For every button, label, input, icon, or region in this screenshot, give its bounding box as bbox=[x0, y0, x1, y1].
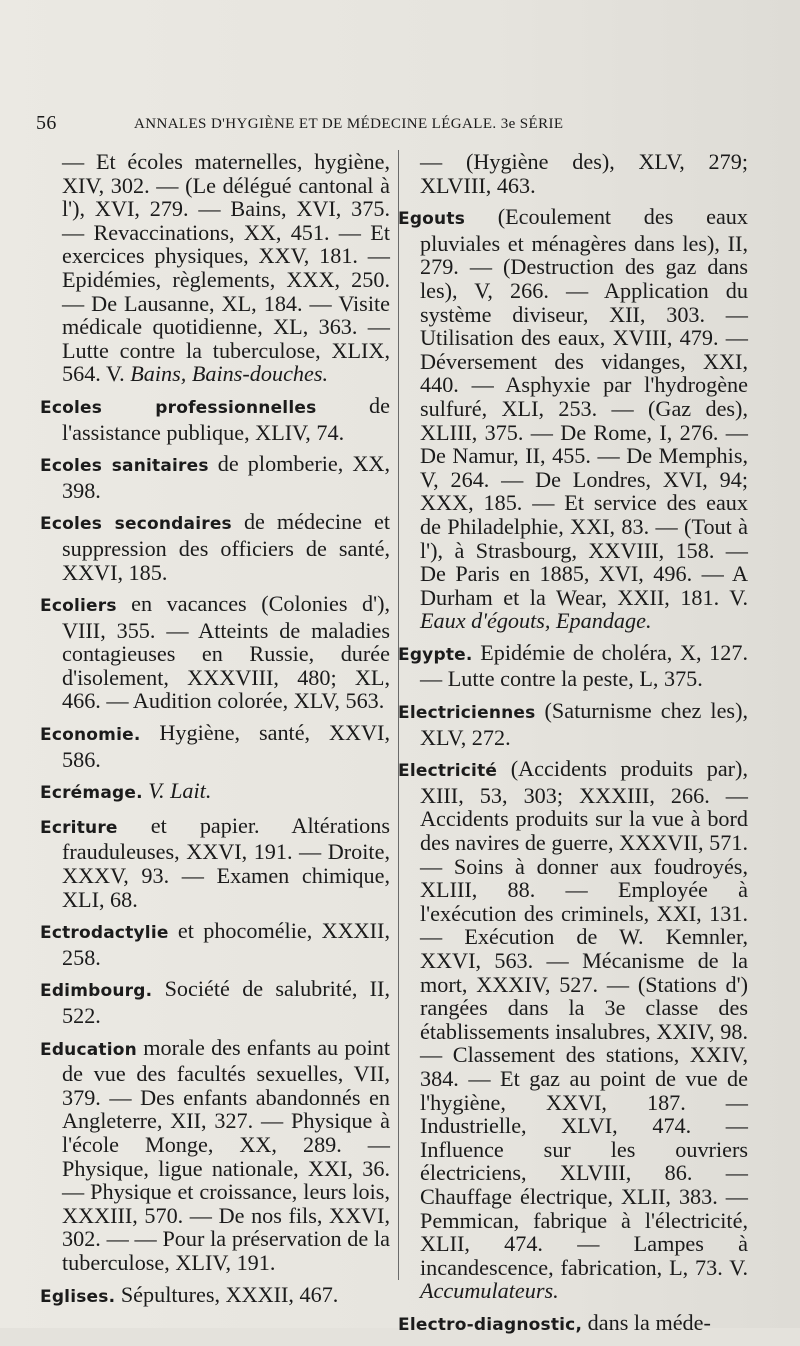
entry-body: Sépultures, XXXII, 467. bbox=[120, 1281, 339, 1307]
entry-headword: Ecrémage. bbox=[40, 783, 143, 804]
index-entry bbox=[40, 919, 390, 969]
index-entry bbox=[40, 592, 390, 713]
index-continuation bbox=[398, 150, 752, 197]
entry-body: de plomberie, XX, 398. bbox=[62, 451, 390, 503]
entry-headword: Egypte. bbox=[398, 644, 473, 665]
entry-headword: Electro-diagnostic, bbox=[398, 1314, 583, 1335]
entry-headword: Egouts bbox=[398, 209, 466, 230]
index-entry bbox=[40, 721, 390, 771]
index-entry bbox=[40, 452, 390, 502]
entry-headword: Eglises. bbox=[40, 1286, 116, 1307]
entry-body: morale des enfants au point de vue des facultés sexuelles, VII, 379. — Des enfants abandonnés en Angleterre, XII, 327. — Physique à l'école Monge, XX, 289. — Physique, ligue nationale, XXI, 36. — Physique et croissance, leurs lois, XXXIII, 570. — De nos fils, XXVI, 302. — — Pour la préservation de la tuberculose, XLIV, 191. bbox=[62, 1034, 390, 1275]
index-entry bbox=[398, 1311, 752, 1338]
index-entry bbox=[40, 977, 390, 1027]
index-entry bbox=[40, 779, 390, 806]
index-entry bbox=[40, 814, 390, 911]
index-entry bbox=[40, 1283, 390, 1310]
index-entry bbox=[40, 510, 390, 584]
index-entry bbox=[398, 699, 752, 749]
entry-body: en vacances (Colonies d'), VIII, 355. — Atteints de maladies contagieuses en Russie, durée d'isolement, XXXVIII, 480; XL, 466. — Audition colorée, XLV, 563. bbox=[62, 591, 391, 714]
left-column bbox=[40, 150, 390, 1317]
entry-body: Epidémie de choléra, X, 127. — Lutte contre la peste, L, 375. bbox=[420, 639, 748, 692]
entry-body: de l'assistance publique, XLIV, 74. bbox=[62, 392, 390, 445]
entry-headword: Electriciennes bbox=[398, 703, 536, 724]
page-number: 56 bbox=[36, 112, 57, 134]
entry-cross-reference: V. Lait. bbox=[148, 778, 212, 804]
entry-body: — Et écoles maternelles, hygiène, XIV, 302. — (Le délégué cantonal à l'), XVI, 279. — Bains, XVI, 375. — Revaccinations, XX, 451. — Et exercices physiques, XXV, 181. — Epidémies, règlements, XXX, 250. — De Lausanne, XL, 184. — Visite médicale quotidienne, XL, 363. — Lutte contre la tuberculose, XLIX, 564. V. bbox=[62, 149, 390, 387]
index-entry bbox=[398, 205, 752, 633]
right-column bbox=[398, 150, 752, 1346]
entry-body: (Accidents produits par), XIII, 53, 303; XXXIII, 266. — Accidents produits sur la vue à bord des navires de guerre, XXXVII, 571. — Soins à donner aux foudroyés, XLIII, 88. — Employée à l'exécution des criminels, XXI, 131. — Exécution de W. Kemnler, XXVI, 563. — Mécanisme de la mort, XXXIV, 527. — (Stations d') rangées dans la 3e classe des établissements insalubres, XXIV, 98. — Classement des stations, XXIV, 384. — Et gaz au point de vue de l'hygiène, XXVI, 187. — Industrielle, XLVI, 474. — Influence sur les ouvriers électriciens, XLVIII, 86. — Chauffage électrique, XLII, 383. — Pemmican, fabrique à l'électricité, XLII, 474. — Lampes à incandescence, fabrication, L, 73. V. bbox=[420, 756, 748, 1280]
entry-body: Société de salubrité, II, 522. bbox=[62, 976, 390, 1028]
entry-body: (Ecoulement des eaux pluviales et ménagères dans les), II, 279. — (Destruction des gaz dans les), V, 266. — Application du système diviseur, XII, 303. — Utilisation des eaux, XVIII, 479. — Déversement des vidanges, XXI, 440. — Asphyxie par l'hydrogène sulfuré, XLI, 253. — (Gaz des), XLIII, 375. — De Rome, I, 276. — De Namur, II, 455. — De Memphis, V, 264. — De Londres, XVI, 94; XXX, 185. — Et service des eaux de Philadelphie, XXI, 83. — (Tout à l'), à Strasbourg, XXVIII, 158. — De Paris en 1885, XVI, 496. — A Durham et la Wear, XXII, 181. V. bbox=[420, 204, 748, 610]
entry-headword: Ecoles professionnelles bbox=[40, 397, 317, 418]
entry-cross-reference: Accumulateurs. bbox=[420, 1278, 559, 1304]
index-entry bbox=[40, 1036, 390, 1275]
entry-body: dans la méde- bbox=[587, 1309, 711, 1335]
entry-body: — (Hygiène des), XLV, 279; XLVIII, 463. bbox=[420, 149, 748, 198]
index-continuation bbox=[40, 150, 390, 386]
entry-headword: Edimbourg. bbox=[40, 981, 153, 1002]
entry-body: (Saturnisme chez les), XLV, 272. bbox=[420, 698, 748, 750]
running-title: ANNALES D'HYGIÈNE ET DE MÉDECINE LÉGALE. 3e SÉRIE bbox=[134, 116, 564, 132]
entry-headword: Ecoles sanitaires bbox=[40, 456, 209, 477]
entry-headword: Ecriture bbox=[40, 817, 118, 838]
entry-body: et phocomélie, XXXII, 258. bbox=[62, 918, 390, 970]
entry-headword: Ecoliers bbox=[40, 596, 117, 617]
entry-body: de médecine et suppression des officiers de santé, XXVI, 185. bbox=[62, 509, 390, 585]
index-entry bbox=[40, 394, 390, 444]
entry-headword: Electricité bbox=[398, 761, 498, 782]
entry-headword: Economie. bbox=[40, 725, 141, 746]
entry-cross-reference: Eaux d'égouts, Epandage. bbox=[420, 608, 652, 634]
entry-headword: Ecoles secondaires bbox=[40, 514, 232, 535]
entry-body: et papier. Altérations frauduleuses, XXVI, 191. — Droite, XXXV, 93. — Examen chimique, XLI, 68. bbox=[62, 812, 391, 912]
entry-cross-reference: Bains, Bains-douches. bbox=[130, 361, 329, 387]
entry-headword: Education bbox=[40, 1039, 137, 1060]
index-entry bbox=[398, 757, 752, 1303]
index-entry bbox=[398, 641, 752, 691]
entry-body: Hygiène, santé, XXVI, 586. bbox=[62, 720, 390, 772]
entry-headword: Ectrodactylie bbox=[40, 923, 169, 944]
